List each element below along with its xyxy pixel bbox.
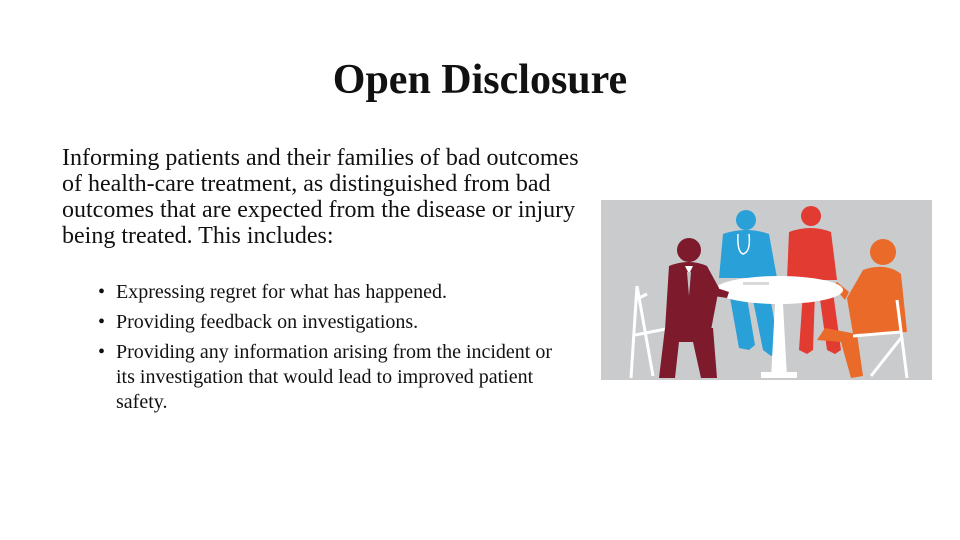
meeting-table-people-icon [601,200,932,380]
intro-text: Informing patients and their families of bad outcomes of health-care treatment, as distinguished from bad outcomes that are expected from the disease or injury being treated. This includes: [62,145,579,249]
bullet-item: • Providing feedback on investigations. [98,310,568,335]
bullet-list [98,280,568,420]
slide-title: Open Disclosure [332,57,628,103]
bullet-item: • Providing any information arising from the incident or its investigation that would lead to improved patient safety. [98,340,568,415]
intro-paragraph [62,145,582,249]
bullet-item: • Expressing regret for what has happened. [98,280,568,305]
meeting-illustration [601,200,932,380]
